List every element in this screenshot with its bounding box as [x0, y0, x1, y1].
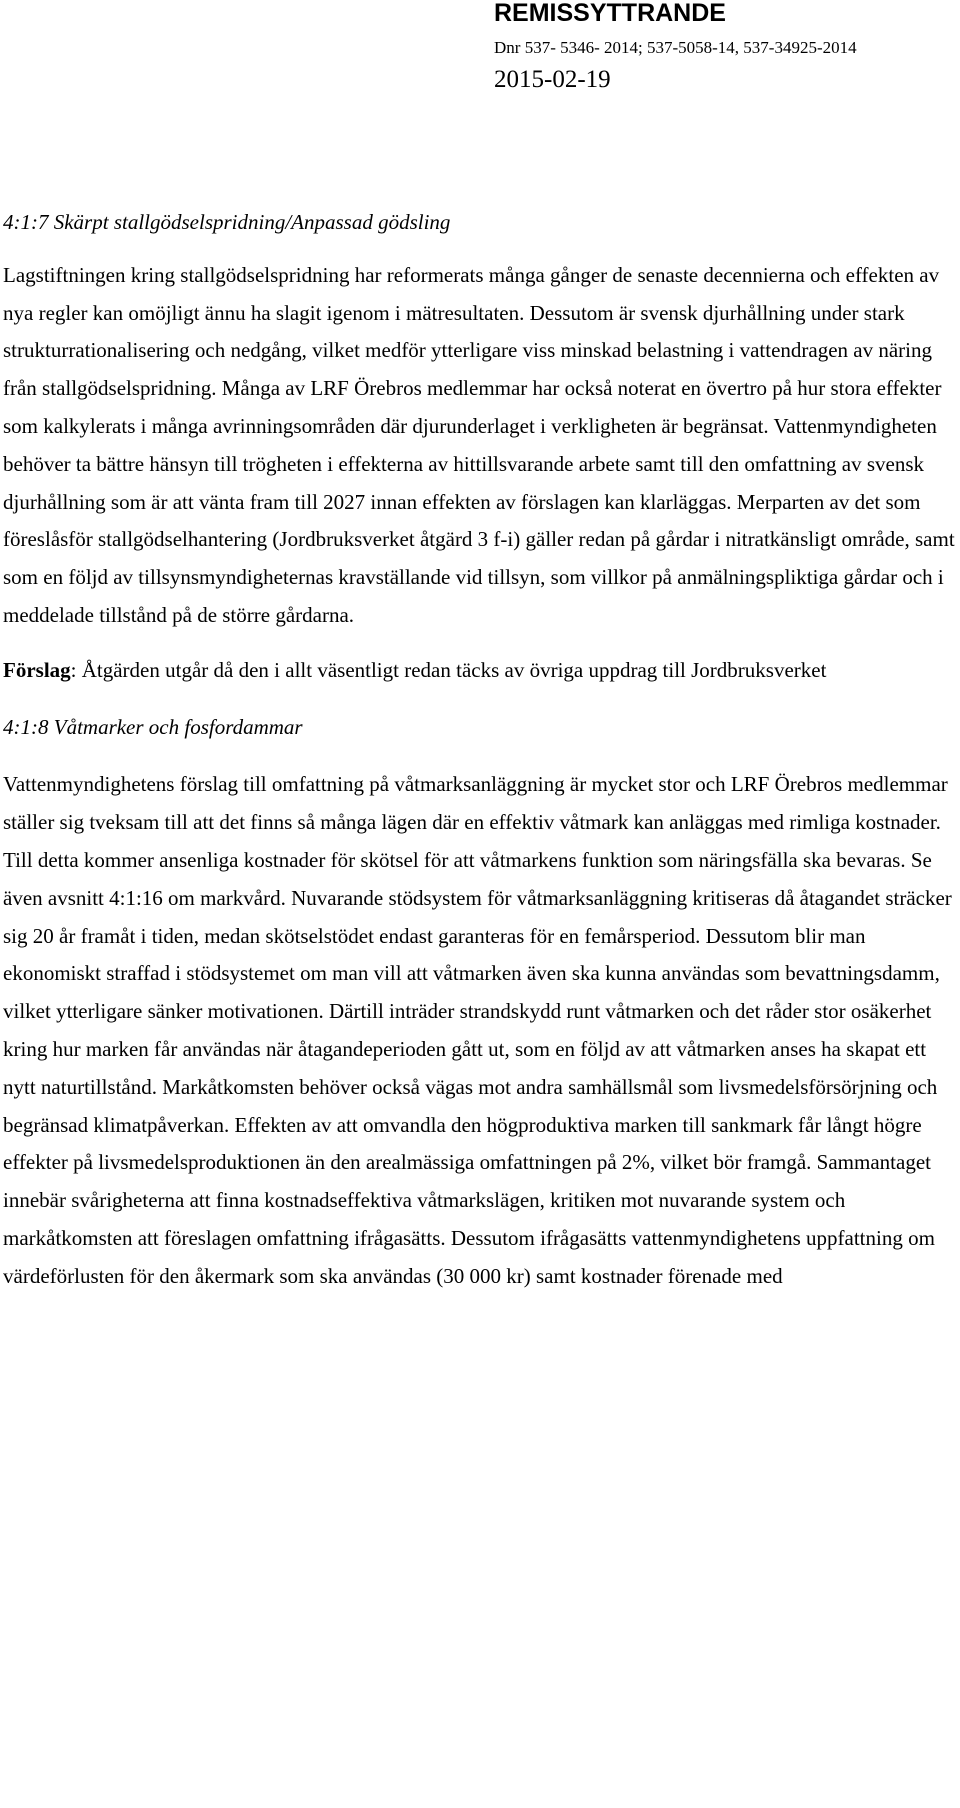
proposal-text: : Åtgärden utgår då den i allt väsentligt redan täcks av övriga uppdrag till Jordbruksverket	[70, 657, 827, 682]
proposal-label: Förslag	[3, 657, 71, 682]
document-header	[494, 0, 954, 95]
proposal-paragraph	[3, 652, 955, 690]
section-body-4-1-8: Vattenmyndighetens förslag till omfattning på våtmarksanläggning är mycket stor och LRF Örebros medlemmar ställer sig tveksam till att det finns så många lägen där en effektiv våtmark kan anläggas med rimliga kostnader. Till detta kommer ansenliga kostnader för skötsel för att våtmarkens funktion som näringsfälla ska bevaras. Se även avsnitt 4:1:16 om markvård. Nuvarande stödsystem för våtmarksanläggning kritiseras då åtagandet sträcker sig 20 år framåt i tiden, medan skötselstödet endast garanteras för en femårsperiod. Dessutom blir man ekonomiskt straffad i stödsystemet om man vill att våtmarken även ska kunna användas som bevattningsdamm, vilket ytterligare sänker motivationen. Därtill inträder strandskydd runt våtmarken och det råder stor osäkerhet kring hur marken får användas när åtagandeperioden gått ut, som en följd av att våtmarken anses ha skapat ett nytt naturtillstånd. Markåtkomsten behöver också vägas mot andra samhällsmål som livsmedelsförsörjning och begränsad klimatpåverkan. Effekten av att omvandla den högproduktiva marken till sankmark får långt högre effekter på livsmedelsproduktionen än den arealmässiga omfattningen på 2%, vilket bör framgå. Sammantaget innebär svårigheterna att finna kostnadseffektiva våtmarkslägen, kritiken mot nuvarande system och markåtkomsten att föreslagen omfattning ifrågasätts. Dessutom ifrågasätts vattenmyndighetens uppfattning om värdeförlusten för den åkermark som ska användas (30 000 kr) samt kostnader förenade med	[3, 772, 952, 1288]
document-type-title: REMISSYTTRANDE	[494, 0, 726, 27]
document-body	[3, 204, 955, 1296]
section-heading-4-1-8: 4:1:8 Våtmarker och fosfordammar	[3, 714, 303, 739]
section-heading-4-1-7: 4:1:7 Skärpt stallgödselspridning/Anpassad gödsling	[3, 210, 451, 234]
document-date: 2015-02-19	[494, 66, 611, 93]
section-body-4-1-7: Lagstiftningen kring stallgödselspridning har reformerats många gånger de senaste decennierna och effekten av nya regler kan omöjligt ännu ha slagit igenom i mätresultaten. Dessutom är svensk djurhållning under stark strukturrationalisering och nedgång, vilket medför ytterligare viss minskad belastning i vattendragen av näring från stallgödselspridning. Många av LRF Örebros medlemmar har också noterat en övertro på hur stora effekter som kalkylerats i många avrinningsområden där djurunderlaget i verkligheten är begränsat. Vattenmyndigheten behöver ta bättre hänsyn till trögheten i effekterna av hittillsvarande arbete samt till den omfattning av svensk djurhållning som är att vänta fram till 2027 innan effekten av förslagen kan klarläggas. Merparten av det som föreslåsför stallgödselhantering (Jordbruksverket åtgärd 3 f-i) gäller redan på gårdar i nitratkänsligt område, samt som en följd av tillsynsmyndigheternas kravställande vid tillsyn, som villkor på anmälningspliktiga gårdar och i meddelade tillstånd på de större gårdarna.	[3, 262, 955, 627]
diary-number: Dnr 537- 5346- 2014; 537-5058-14, 537-34925-2014	[494, 38, 857, 57]
